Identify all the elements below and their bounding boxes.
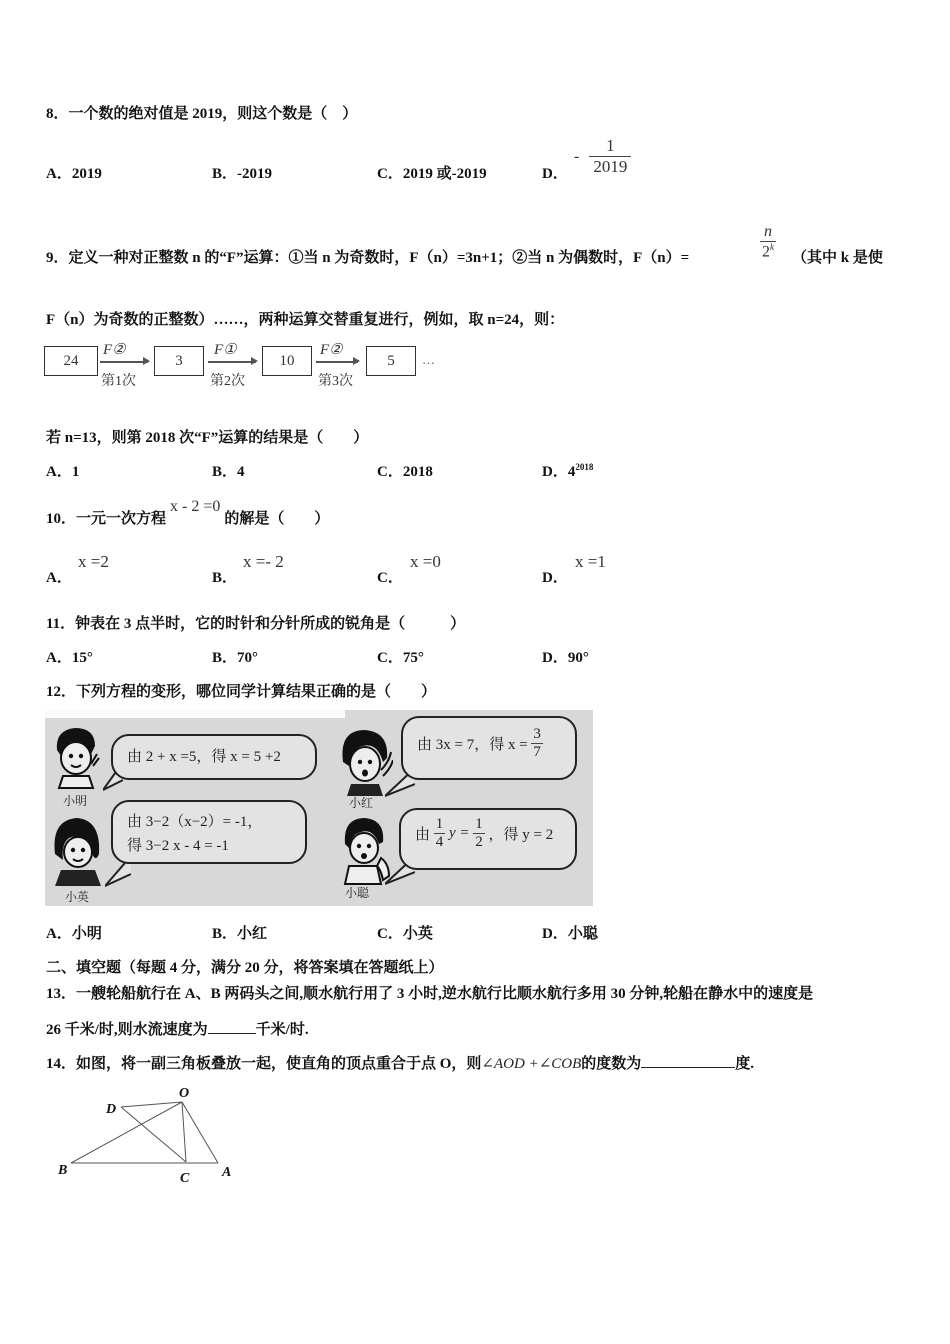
fraction-numerator: 1 (435, 816, 444, 832)
flow-step-3: 第3次 (318, 374, 353, 389)
option-letter: C． (377, 464, 403, 480)
q14-angle-expression: ∠AOD +∠COB (481, 1056, 582, 1072)
bubble-line-2: 得 3−2 x - 4 = -1 (127, 838, 229, 854)
kid-name-xiaocong: 小聪 (345, 886, 370, 900)
flow-box-1: 24 (44, 346, 98, 376)
option-letter: D． (542, 570, 568, 586)
flow-op-1: F② (103, 342, 126, 358)
section-heading: 二、填空题（每题 4 分，满分 20 分，将答案填在答题纸上） (46, 960, 444, 976)
q9-fraction (760, 223, 776, 261)
option-text: 90° (567, 650, 589, 666)
q9-question: 若 n=13，则第 2018 次“F”运算的结果是（ ） (46, 430, 369, 446)
q10-option-c[interactable] (377, 566, 403, 587)
fraction-denominator: 2 (475, 833, 483, 850)
q9-stem-line2: F（n）为奇数的正整数）……，两种运算交替重复进行，例如，取 n=24，则： (46, 312, 565, 328)
kid-name-xiaoming: 小明 (63, 794, 88, 808)
option-text: 15° (71, 650, 93, 666)
q12-illustration (45, 710, 593, 906)
fraction-numerator: 1 (475, 816, 483, 832)
scan-edge (45, 710, 345, 718)
option-letter: A． (46, 570, 72, 586)
fraction (473, 816, 485, 851)
q9-flow-diagram (44, 338, 436, 394)
answer-blank[interactable] (208, 1033, 256, 1034)
flow-ellipsis: … (422, 352, 435, 367)
arrow-right-icon (208, 361, 256, 363)
option-text: 1 (71, 464, 80, 480)
option-text: 2019 或-2019 (402, 166, 487, 182)
den-base: 2 (762, 242, 770, 260)
q10-option-d-math: x =1 (575, 552, 606, 571)
option-letter: A． (46, 926, 72, 942)
bubble-line-1: 由 3−2（x−2）= -1， (127, 814, 263, 830)
option-text: 75° (402, 650, 424, 666)
q8-option-d[interactable] (542, 162, 568, 183)
q9-stem-part1: 9．定义一种对正整数 n 的“F”运算：①当 n 为奇数时，F（n）=3n+1；②当 n 为偶数时，F（n）= (46, 250, 690, 266)
bubble-text: 由 (415, 826, 431, 843)
q13-line2-suffix: 千米/时. (255, 1022, 309, 1038)
label-a: A (222, 1165, 232, 1180)
q8-stem: 8．一个数的绝对值是 2019，则这个数是（ ） (46, 106, 358, 122)
option-letter: D． (542, 166, 568, 182)
q9-option-d[interactable] (542, 460, 593, 481)
option-letter: D． (542, 926, 568, 942)
q11-option-a[interactable] (46, 646, 93, 667)
q8-option-d-math (574, 137, 631, 176)
q14-stem (46, 1052, 754, 1073)
flow-box-4: 5 (366, 346, 416, 376)
fraction-denominator (760, 241, 776, 262)
q13-line1: 13．一艘轮船航行在 A、B 两码头之间,顺水航行用了 3 小时,逆水航行比顺水航行多用 30 分钟,轮船在静水中的速度是 (46, 986, 814, 1002)
q12-stem: 12．下列方程的变形，哪位同学计算结果正确的是（ ） (46, 684, 437, 700)
option-letter: C． (377, 166, 403, 182)
option-letter: D． (542, 650, 568, 666)
option-letter: A． (46, 464, 72, 480)
option-letter: D． (542, 464, 568, 480)
option-text: 小英 (402, 926, 433, 942)
flow-box-3: 10 (262, 346, 312, 376)
q10-equation: x - 2 =0 (170, 498, 221, 515)
option-letter: C． (377, 650, 403, 666)
q9-option-b[interactable] (212, 460, 245, 481)
fraction-denominator: 2019 (589, 156, 631, 177)
q9-stem-line1 (46, 246, 689, 267)
bubble-text: 由 3x = 7，得 x = (417, 736, 528, 753)
q10-option-d[interactable] (542, 566, 568, 587)
option-letter: B． (212, 166, 238, 182)
label-b: B (58, 1163, 68, 1178)
fraction-numerator: 3 (533, 726, 541, 742)
arrow-right-icon (316, 361, 358, 363)
option-letter: B． (212, 650, 238, 666)
fraction-numerator: n (764, 223, 772, 240)
q14-stem-suffix: 度. (735, 1056, 755, 1072)
answer-blank[interactable] (641, 1067, 735, 1068)
q10-option-a[interactable] (46, 566, 72, 587)
q11-option-b[interactable] (212, 646, 258, 667)
option-exponent: 2018 (575, 462, 594, 472)
q12-option-c[interactable] (377, 922, 433, 943)
q8-option-c[interactable] (377, 162, 487, 183)
option-text: 小明 (71, 926, 102, 942)
q11-option-c[interactable] (377, 646, 424, 667)
flow-op-2: F① (214, 342, 237, 358)
q12-option-d[interactable] (542, 922, 598, 943)
option-text: 4 (237, 464, 245, 480)
kid-name-xiaohong: 小红 (349, 796, 374, 810)
q9-option-a[interactable] (46, 460, 79, 481)
label-o: O (179, 1086, 190, 1101)
option-text: 2019 (71, 166, 102, 182)
q14-stem-prefix: 14．如图，将一副三角板叠放一起，使直角的顶点重合于点 O，则 (46, 1056, 482, 1072)
q10-stem-prefix: 10．一元一次方程 (46, 511, 167, 527)
q10-option-b[interactable] (212, 566, 237, 587)
flow-box-2: 3 (154, 346, 204, 376)
option-letter: B． (212, 570, 238, 586)
den-exponent: k (770, 241, 774, 252)
q14-stem-mid: 的度数为 (581, 1056, 642, 1072)
girl-xiaoying-icon (51, 814, 105, 888)
q12-option-a[interactable] (46, 922, 102, 943)
bubble-text: y = (449, 824, 470, 841)
boy-xiaoming-icon (51, 724, 103, 790)
q10-option-a-math: x =2 (78, 552, 109, 571)
fraction-denominator: 7 (533, 743, 541, 760)
fraction-denominator: 4 (435, 833, 444, 850)
option-text: -2019 (237, 166, 273, 182)
speech-bubble-xiaoming: 由 2 + x =5，得 x = 5 +2 (111, 734, 317, 780)
q12-option-b[interactable] (212, 922, 267, 943)
option-letter: B． (212, 464, 238, 480)
q9-option-c[interactable] (377, 460, 433, 481)
option-letter: A． (46, 650, 72, 666)
q10-option-c-math: x =0 (410, 552, 441, 571)
fraction (434, 816, 446, 851)
arrow-right-icon (100, 361, 148, 363)
q9-stem-part2: （其中 k 是使 (792, 250, 883, 266)
option-letter: C． (377, 570, 403, 586)
q8-option-a[interactable] (46, 162, 102, 183)
option-text: 小红 (237, 926, 268, 942)
q11-stem: 11．钟表在 3 点半时，它的时针和分针所成的锐角是（ ） (46, 616, 466, 632)
option-text: 70° (237, 650, 259, 666)
option-base: 4 (567, 464, 576, 480)
fraction (760, 223, 776, 261)
flow-step-1: 第1次 (101, 374, 136, 389)
speech-bubble-xiaohong (401, 716, 577, 780)
label-d: D (106, 1102, 117, 1117)
q10-stem (46, 498, 330, 528)
option-letter: A． (46, 166, 72, 182)
fraction (589, 137, 631, 176)
q11-option-d[interactable] (542, 646, 589, 667)
speech-bubble-xiaocong (399, 808, 577, 870)
fraction (531, 726, 543, 761)
flow-step-2: 第2次 (210, 374, 245, 389)
kid-name-xiaoying: 小英 (65, 890, 90, 904)
q13-line2 (46, 1018, 309, 1039)
bubble-text: ，得 y = 2 (488, 826, 554, 843)
q10-option-b-math: x =- 2 (243, 552, 284, 571)
speech-bubble-xiaoying (111, 800, 307, 864)
option-text: 2018 (402, 464, 433, 480)
q13-line2-prefix: 26 千米/时,则水流速度为 (46, 1022, 208, 1038)
fraction-numerator: 1 (606, 136, 615, 155)
q8-option-b[interactable] (212, 162, 272, 183)
minus-sign: - (574, 147, 580, 165)
flow-op-3: F② (320, 342, 343, 358)
q10-stem-suffix: 的解是（ ） (224, 511, 330, 527)
option-text: 小聪 (567, 926, 598, 942)
q14-triangle-figure (50, 1082, 250, 1192)
option-letter: C． (377, 926, 403, 942)
label-c: C (180, 1171, 190, 1186)
option-letter: B． (212, 926, 238, 942)
